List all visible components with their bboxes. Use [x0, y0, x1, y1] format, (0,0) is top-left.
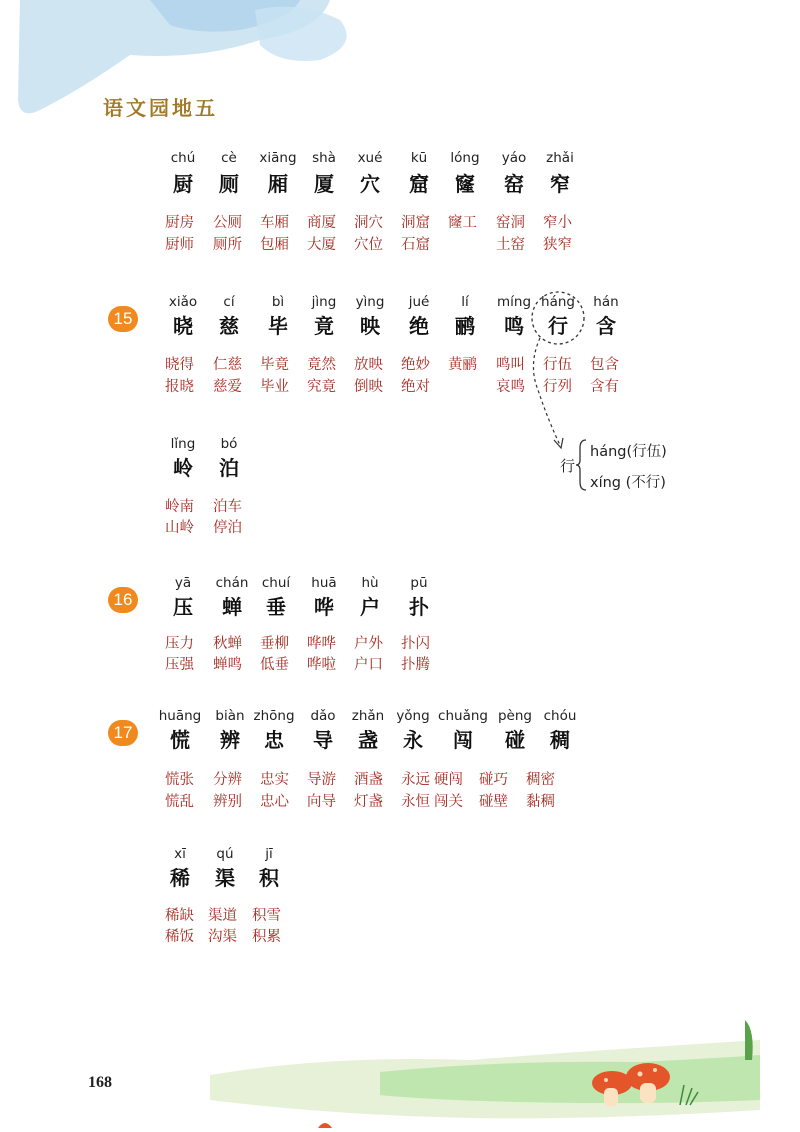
- word: 向导: [307, 794, 336, 810]
- pinyin: yìng: [355, 294, 385, 310]
- pinyin: yǒng: [396, 708, 430, 724]
- word: 仁慈: [213, 357, 242, 373]
- word: 压力: [165, 636, 194, 652]
- character: 窑: [504, 172, 524, 196]
- word: 永远: [401, 772, 430, 788]
- character: 穴: [360, 172, 380, 196]
- character: 泊: [219, 456, 239, 480]
- character: 竟: [314, 314, 334, 338]
- word: 稀饭: [165, 929, 194, 945]
- lesson-badge: 16: [108, 587, 138, 613]
- character: 鸣: [504, 314, 524, 338]
- page-number: 168: [88, 1074, 112, 1091]
- word: 窑洞: [496, 215, 525, 231]
- word: 慌乱: [165, 794, 194, 810]
- word: 包含: [590, 357, 619, 373]
- character: 厨: [173, 172, 193, 196]
- pinyin: qú: [216, 846, 234, 862]
- word: 压强: [165, 657, 194, 673]
- character: 映: [360, 314, 380, 338]
- character: 鹂: [455, 314, 475, 338]
- character: 永: [403, 728, 423, 752]
- character: 蝉: [222, 595, 242, 619]
- word: 哀鸣: [496, 379, 525, 395]
- word: 稠密: [526, 772, 555, 788]
- character: 厕: [219, 172, 239, 196]
- character: 闯: [453, 728, 473, 752]
- word: 积雪: [252, 908, 281, 924]
- character: 厦: [314, 172, 334, 196]
- character: 稠: [550, 728, 570, 752]
- word: 石窟: [401, 237, 430, 253]
- pinyin: lóng: [450, 150, 480, 166]
- word: 泊车: [213, 499, 242, 515]
- word: 垂柳: [260, 636, 289, 652]
- word: 稀缺: [165, 908, 194, 924]
- word: 硬闯: [434, 772, 463, 788]
- note-reading-xing: xíng (不行): [590, 475, 666, 491]
- word: 哗哗: [307, 636, 336, 652]
- word: 竟然: [307, 357, 336, 373]
- word: 厨房: [165, 215, 194, 231]
- page-title: 语文园地五: [103, 96, 218, 120]
- pinyin: bì: [271, 294, 285, 310]
- pinyin: pèng: [497, 708, 532, 724]
- pinyin: zhōng: [253, 708, 295, 724]
- word: 秋蝉: [213, 636, 242, 652]
- word: 厕所: [213, 237, 242, 253]
- word: 毕业: [260, 379, 289, 395]
- word: 土窑: [496, 237, 525, 253]
- word: 包厢: [260, 237, 289, 253]
- word: 蝉鸣: [213, 657, 242, 673]
- word: 灯盏: [354, 794, 383, 810]
- word: 永恒: [401, 794, 430, 810]
- pinyin: chú: [170, 150, 196, 166]
- lesson-badge: 17: [108, 720, 138, 746]
- pinyin: míng: [496, 294, 532, 310]
- pinyin: zhǎi: [546, 150, 574, 166]
- character: 碰: [505, 728, 525, 752]
- word: 山岭: [165, 520, 194, 536]
- word: 停泊: [213, 520, 242, 536]
- pinyin: yā: [174, 575, 192, 591]
- word: 窄小: [543, 215, 572, 231]
- word: 鸣叫: [496, 357, 525, 373]
- word: 晓得: [165, 357, 194, 373]
- note-char: 行: [560, 457, 576, 475]
- character: 辨: [220, 728, 240, 752]
- word: 公厕: [213, 215, 242, 231]
- pinyin: pū: [410, 575, 428, 591]
- character: 绝: [409, 314, 429, 338]
- word: 狭窄: [543, 237, 572, 253]
- word: 哗啦: [307, 657, 336, 673]
- character: 垂: [266, 595, 286, 619]
- word: 洞窟: [401, 215, 430, 231]
- character: 慌: [170, 728, 190, 752]
- pinyin: xī: [174, 846, 186, 862]
- character: 导: [313, 728, 333, 752]
- pinyin: xiāng: [259, 150, 297, 166]
- word: 大厦: [307, 237, 336, 253]
- word: 忠心: [260, 794, 289, 810]
- character: 岭: [173, 456, 193, 480]
- pinyin: biàn: [215, 708, 245, 724]
- word: 导游: [307, 772, 336, 788]
- pinyin: huāng: [158, 708, 202, 724]
- word: 报晓: [165, 379, 194, 395]
- word: 毕竟: [260, 357, 289, 373]
- pinyin: jī: [265, 846, 273, 862]
- word: 户口: [354, 657, 383, 673]
- character: 窿: [455, 172, 475, 196]
- character: 厢: [268, 172, 288, 196]
- character: 户: [360, 595, 380, 619]
- pinyin: zhǎn: [351, 708, 385, 724]
- word: 积累: [252, 929, 281, 945]
- word: 车厢: [260, 215, 289, 231]
- pinyin: chán: [215, 575, 249, 591]
- word: 含有: [590, 379, 619, 395]
- pinyin: kū: [410, 150, 428, 166]
- character: 晓: [173, 314, 193, 338]
- word: 行列: [543, 379, 572, 395]
- word: 黏稠: [526, 794, 555, 810]
- word: 慈爱: [213, 379, 242, 395]
- pinyin: hù: [361, 575, 379, 591]
- word: 沟渠: [208, 929, 237, 945]
- word: 绝妙: [401, 357, 430, 373]
- character: 哗: [314, 595, 334, 619]
- pinyin: xiǎo: [168, 294, 198, 310]
- word: 洞穴: [354, 215, 383, 231]
- pinyin: chuǎng: [438, 708, 488, 724]
- word: 扑闪: [401, 636, 430, 652]
- word: 碰壁: [479, 794, 508, 810]
- pinyin: dǎo: [310, 708, 336, 724]
- pinyin: yáo: [501, 150, 527, 166]
- word: 户外: [354, 636, 383, 652]
- character: 压: [173, 595, 193, 619]
- word: 低垂: [260, 657, 289, 673]
- word: 商厦: [307, 215, 336, 231]
- grass-mushroom-decoration: [0, 1000, 800, 1132]
- pinyin: hán: [593, 294, 619, 310]
- lesson-badge: 15: [108, 306, 138, 332]
- word: 酒盏: [354, 772, 383, 788]
- word: 窿工: [448, 215, 477, 231]
- pinyin: háng: [541, 294, 575, 310]
- word: 闯关: [434, 794, 463, 810]
- word: 岭南: [165, 499, 194, 515]
- pinyin: cè: [221, 150, 237, 166]
- word: 放映: [354, 357, 383, 373]
- pinyin: bó: [220, 436, 238, 452]
- character: 稀: [170, 866, 190, 890]
- character: 行: [548, 314, 568, 338]
- word: 分辨: [213, 772, 242, 788]
- pinyin: lǐng: [170, 436, 196, 452]
- pinyin: lí: [461, 294, 469, 310]
- word: 慌张: [165, 772, 194, 788]
- pinyin: jìng: [311, 294, 337, 310]
- brace-icon: [576, 438, 588, 492]
- pinyin: cí: [223, 294, 235, 310]
- word: 辨别: [213, 794, 242, 810]
- word: 厨师: [165, 237, 194, 253]
- word: 碰巧: [479, 772, 508, 788]
- note-reading-hang: háng(行伍): [590, 444, 667, 460]
- pinyin: jué: [408, 294, 430, 310]
- pinyin: chuí: [261, 575, 291, 591]
- character: 盏: [358, 728, 378, 752]
- character: 扑: [409, 595, 429, 619]
- word: 渠道: [208, 908, 237, 924]
- pinyin: shà: [312, 150, 336, 166]
- word: 黄鹂: [448, 357, 477, 373]
- character: 渠: [215, 866, 235, 890]
- pinyin: xué: [357, 150, 383, 166]
- word: 究竟: [307, 379, 336, 395]
- pinyin: chóu: [543, 708, 577, 724]
- pinyin: huā: [311, 575, 337, 591]
- character: 忠: [264, 728, 284, 752]
- character: 毕: [268, 314, 288, 338]
- character: 慈: [219, 314, 239, 338]
- word: 行伍: [543, 357, 572, 373]
- character: 积: [259, 866, 279, 890]
- word: 忠实: [260, 772, 289, 788]
- word: 倒映: [354, 379, 383, 395]
- character: 窄: [550, 172, 570, 196]
- character: 含: [596, 314, 616, 338]
- word: 绝对: [401, 379, 430, 395]
- word: 穴位: [354, 237, 383, 253]
- character: 窟: [409, 172, 429, 196]
- word: 扑腾: [401, 657, 430, 673]
